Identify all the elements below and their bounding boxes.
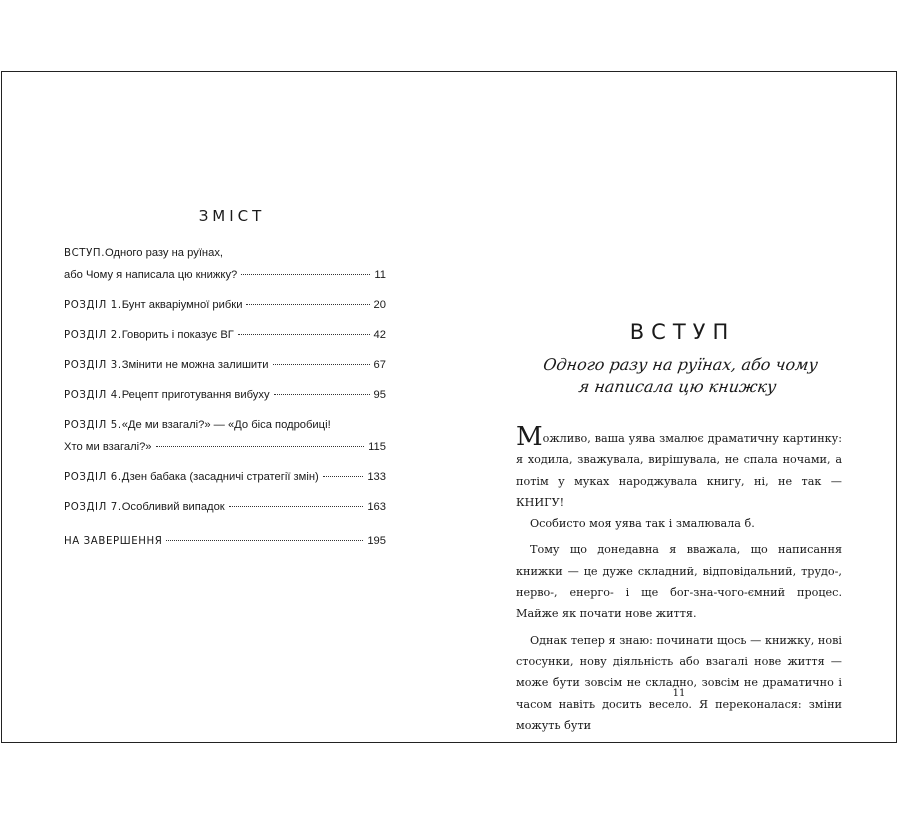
toc-leader-dots [156,445,365,447]
toc-entry-page: 115 [368,441,386,453]
toc-entry-chapter-5-line1 [64,419,386,435]
toc-entry-label-prefix: РОЗДІЛ 4. [64,390,122,401]
toc-entry-page: 20 [373,299,386,311]
chapter-subtitle [513,354,845,398]
toc-entry-intro-line1 [64,247,386,263]
toc-entry-label-prefix: РОЗДІЛ 7. [64,502,122,513]
book-spread [1,71,897,743]
toc-entry-label: Змінити не можна залишити [121,359,269,371]
toc-entry-label-prefix: РОЗДІЛ 2. [64,330,122,341]
toc-entry-label-prefix: НА ЗАВЕРШЕННЯ [64,536,163,547]
toc-entry-label: Особливий випадок [121,501,225,513]
toc-entry-label: Рецепт приготування вибуху [121,389,270,401]
toc-leader-dots [273,363,370,365]
toc-entry-label: Дзен бабака (засадничі стратегії змін) [121,471,319,483]
toc-entry-chapter-2 [64,329,386,345]
toc-leader-dots [241,273,370,275]
toc-entry-label: Говорить і показує ВГ [121,329,234,341]
toc-leader-dots [229,505,364,507]
toc-entry-chapter-7 [64,501,386,517]
toc-leader-dots [166,539,363,541]
chapter-subtitle-line-2: я написала цю книжку [577,377,778,396]
paragraph-3: Тому що донедавна я вважала, що написання книжки — це дуже складний, відповідальний, трудо-, нерво-, енерго- і ще бог-зна-чого-ємний процес. Майже як почати нове життя. [516,543,842,621]
toc-entry-label: «Де ми взагалі?» — «До біса подробиці! [121,419,331,431]
drop-cap: М [516,422,543,452]
toc-entry-label-prefix: РОЗДІЛ 6. [64,472,122,483]
toc-entry-intro-line2 [64,269,386,285]
toc-entry-chapter-4 [64,389,386,405]
toc-entry-label: Одного разу на руїнах, [105,247,224,259]
toc-leader-dots [238,333,370,335]
toc-entry-page: 67 [373,359,386,371]
chapter-subtitle-line-1: Одного разу на руїнах, або чому [542,355,820,374]
toc-entry-page: 95 [373,389,386,401]
toc-entry-page: 42 [373,329,386,341]
toc-entry-label-prefix: ВСТУП. [64,248,106,259]
toc-entry-page: 195 [367,535,386,547]
toc-leader-dots [246,303,369,305]
toc-entry-label-prefix: РОЗДІЛ 5. [64,420,122,431]
toc-entry-continuation: Хто ми взагалі?» [64,441,152,453]
page-number: 11 [672,688,686,699]
paragraph-1-text: ожливо, ваша уява змалює драматичну картинку: я ходила, зважувала, вирішувала, не спала ночами, а потім у муках народжувала книгу, ні, не так — КНИГУ! [516,432,842,509]
toc-leader-dots [274,393,370,395]
toc-entry-chapter-1 [64,299,386,315]
toc-entry-label-prefix: РОЗДІЛ 1. [64,300,122,311]
toc-entry-conclusion [64,535,386,551]
toc-entry-label: Бунт акваріумної рибки [121,299,243,311]
toc-entry-continuation: або Чому я написала цю книжку? [64,269,238,281]
toc-entry-page: 11 [374,269,386,281]
toc-entry-chapter-5-line2 [64,441,386,457]
toc-entry-chapter-3 [64,359,386,375]
chapter-title: ВСТУП [629,320,736,344]
toc-title: ЗМІСТ [198,207,266,225]
paragraph-2: Особисто моя уява так і змалювала б. [530,517,755,531]
toc-entry-page: 133 [367,471,386,483]
paragraph-4: Однак тепер я знаю: починати щось — книжку, нові стосунки, нову діяльність або взагалі нове життя — може бути зовсім не складно, зовсім не драматично і часом навіть досить весело. Я переконалася: зміни можуть бути [516,633,842,732]
paragraph-1 [516,422,842,513]
toc-entry-page: 163 [367,501,386,513]
toc-leader-dots [323,475,364,477]
toc-entry-chapter-6 [64,471,386,487]
toc-entry-label-prefix: РОЗДІЛ 3. [64,360,122,371]
